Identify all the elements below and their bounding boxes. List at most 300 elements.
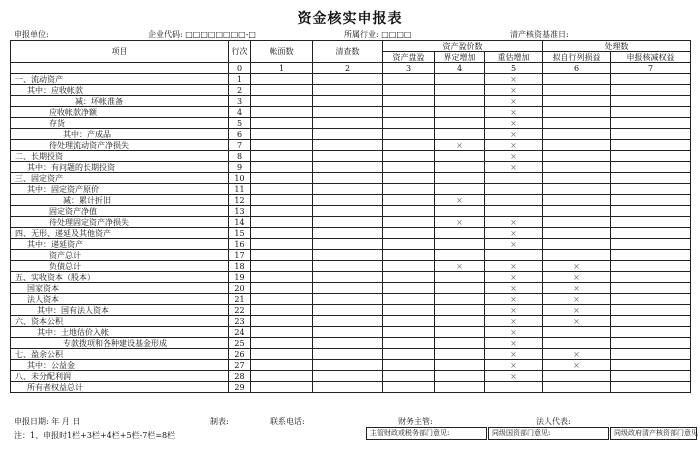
data-cell: [611, 305, 691, 316]
footer-note: 注：1、申报时1栏+3栏+4栏+5栏-7栏=8栏: [14, 431, 176, 440]
not-applicable-mark: ×: [485, 294, 543, 305]
table-row: [11, 96, 691, 107]
not-applicable-mark: ×: [435, 217, 485, 228]
row-label: 其中：固定资产原价: [11, 184, 229, 195]
row-label: 六、资本公积: [11, 316, 229, 327]
row-line-number: 20: [229, 283, 251, 294]
data-cell: [313, 360, 383, 371]
data-cell: [313, 294, 383, 305]
data-cell: [313, 261, 383, 272]
data-cell: [251, 96, 313, 107]
table-row: [11, 272, 691, 283]
row-line-number: 23: [229, 316, 251, 327]
data-cell: [435, 349, 485, 360]
table-row: [11, 173, 691, 184]
data-cell: [251, 316, 313, 327]
data-cell: [383, 316, 435, 327]
col-self-loss-header: 拟自行列损益: [543, 52, 611, 63]
data-cell: [313, 283, 383, 294]
row-label: 七、盈余公积: [11, 349, 229, 360]
data-cell: [435, 184, 485, 195]
data-cell: [313, 195, 383, 206]
table-row: [11, 162, 691, 173]
data-cell: [435, 272, 485, 283]
data-cell: [251, 305, 313, 316]
not-applicable-mark: ×: [485, 327, 543, 338]
col-line-header: 行次: [229, 41, 251, 63]
data-cell: [383, 96, 435, 107]
data-cell: [611, 382, 691, 393]
row-line-number: 7: [229, 140, 251, 151]
row-label: 待处理固定资产净损失: [11, 217, 229, 228]
not-applicable-mark: ×: [485, 162, 543, 173]
col-surplus-group-header: 资产盈价数: [383, 41, 543, 52]
row-label: 存货: [11, 118, 229, 129]
row-line-number: 1: [229, 74, 251, 85]
table-row: [11, 371, 691, 382]
data-cell: [543, 162, 611, 173]
table-row: [11, 74, 691, 85]
table-row: [11, 360, 691, 371]
col-equity-reduce-header: 申报核减权益: [611, 52, 691, 63]
data-cell: [251, 349, 313, 360]
data-cell: [313, 371, 383, 382]
finance-dept-opinion-box: 主管财政或税务部门意见:: [366, 427, 487, 440]
not-applicable-mark: ×: [485, 74, 543, 85]
data-cell: [435, 206, 485, 217]
col-surplus-header: 资产盘盈: [383, 52, 435, 63]
data-cell: [435, 151, 485, 162]
data-cell: [435, 305, 485, 316]
data-cell: [383, 261, 435, 272]
data-cell: [435, 129, 485, 140]
data-cell: [611, 228, 691, 239]
row-line-number: 21: [229, 294, 251, 305]
data-cell: [313, 118, 383, 129]
data-cell: [383, 349, 435, 360]
table-row: [11, 305, 691, 316]
data-cell: [251, 74, 313, 85]
data-cell: [383, 360, 435, 371]
data-cell: [435, 338, 485, 349]
data-cell: [383, 129, 435, 140]
data-cell: [611, 85, 691, 96]
data-cell: [435, 360, 485, 371]
data-cell: [313, 250, 383, 261]
table-row: [11, 250, 691, 261]
not-applicable-mark: ×: [543, 360, 611, 371]
data-cell: [611, 140, 691, 151]
row-line-number: 12: [229, 195, 251, 206]
data-cell: [251, 371, 313, 382]
data-cell: [611, 349, 691, 360]
data-cell: [611, 118, 691, 129]
data-cell: [313, 74, 383, 85]
not-applicable-mark: ×: [435, 195, 485, 206]
data-cell: [383, 371, 435, 382]
row-line-number: 14: [229, 217, 251, 228]
data-cell: [485, 382, 543, 393]
data-cell: [543, 151, 611, 162]
table-row: [11, 349, 691, 360]
data-cell: [435, 239, 485, 250]
data-cell: [383, 195, 435, 206]
data-cell: [435, 316, 485, 327]
row-label: 待处理流动资产净损失: [11, 140, 229, 151]
data-cell: [611, 371, 691, 382]
data-cell: [435, 294, 485, 305]
data-cell: [543, 371, 611, 382]
data-cell: [611, 239, 691, 250]
table-row: [11, 107, 691, 118]
data-cell: [543, 195, 611, 206]
row-label: 所有者权益总计: [11, 382, 229, 393]
col-index: 5: [485, 63, 543, 74]
not-applicable-mark: ×: [485, 338, 543, 349]
row-label: 法人资本: [11, 294, 229, 305]
data-cell: [611, 283, 691, 294]
data-cell: [251, 294, 313, 305]
row-line-number: 2: [229, 85, 251, 96]
column-index-row: [11, 63, 691, 74]
data-cell: [313, 151, 383, 162]
data-cell: [611, 360, 691, 371]
data-cell: [543, 118, 611, 129]
footer-finance: 财务主管:: [398, 417, 433, 426]
data-cell: [313, 382, 383, 393]
data-cell: [435, 250, 485, 261]
table-row: [11, 382, 691, 393]
row-line-number: 8: [229, 151, 251, 162]
col-index: 6: [543, 63, 611, 74]
data-cell: [611, 162, 691, 173]
not-applicable-mark: ×: [485, 118, 543, 129]
data-cell: [611, 327, 691, 338]
table-row: [11, 184, 691, 195]
data-cell: [435, 382, 485, 393]
data-cell: [611, 129, 691, 140]
header-base-date: 清产核资基准日:: [510, 30, 569, 39]
row-label: 一、流动资产: [11, 74, 229, 85]
data-cell: [313, 140, 383, 151]
data-cell: [435, 74, 485, 85]
data-cell: [251, 151, 313, 162]
data-cell: [313, 239, 383, 250]
data-cell: [313, 184, 383, 195]
row-label: 其中：土地估价入帐: [11, 327, 229, 338]
row-line-number: 22: [229, 305, 251, 316]
data-cell: [611, 96, 691, 107]
col-index: 1: [251, 63, 313, 74]
col-verified-header: 清查数: [313, 41, 383, 63]
data-cell: [485, 195, 543, 206]
row-label: 其中：应收帐款: [11, 85, 229, 96]
data-cell: [611, 272, 691, 283]
table-row: [11, 327, 691, 338]
data-cell: [383, 228, 435, 239]
not-applicable-mark: ×: [485, 305, 543, 316]
col-handling-group-header: 处理数: [543, 41, 691, 52]
not-applicable-mark: ×: [485, 96, 543, 107]
data-cell: [611, 316, 691, 327]
data-cell: [383, 294, 435, 305]
row-label: 其中：有问题的长期投资: [11, 162, 229, 173]
data-cell: [383, 184, 435, 195]
data-cell: [611, 217, 691, 228]
data-cell: [543, 96, 611, 107]
data-cell: [611, 206, 691, 217]
not-applicable-mark: ×: [485, 228, 543, 239]
not-applicable-mark: ×: [485, 239, 543, 250]
data-cell: [383, 382, 435, 393]
row-line-number: 27: [229, 360, 251, 371]
data-cell: [383, 107, 435, 118]
row-line-number: 29: [229, 382, 251, 393]
data-cell: [485, 173, 543, 184]
data-cell: [251, 250, 313, 261]
row-line-number: 26: [229, 349, 251, 360]
data-cell: [611, 261, 691, 272]
data-cell: [543, 173, 611, 184]
data-cell: [251, 272, 313, 283]
data-cell: [611, 338, 691, 349]
data-cell: [383, 305, 435, 316]
row-line-number: 24: [229, 327, 251, 338]
row-label: 负债总计: [11, 261, 229, 272]
data-cell: [435, 173, 485, 184]
table-row: [11, 239, 691, 250]
data-cell: [251, 228, 313, 239]
data-cell: [313, 349, 383, 360]
row-line-number: 6: [229, 129, 251, 140]
row-line-number: 13: [229, 206, 251, 217]
col-index: 0: [229, 63, 251, 74]
data-cell: [313, 305, 383, 316]
row-line-number: 18: [229, 261, 251, 272]
footer-preparer: 制表:: [210, 417, 229, 426]
row-line-number: 3: [229, 96, 251, 107]
not-applicable-mark: ×: [543, 305, 611, 316]
data-cell: [611, 250, 691, 261]
data-cell: [485, 206, 543, 217]
data-cell: [313, 338, 383, 349]
data-cell: [543, 338, 611, 349]
row-line-number: 5: [229, 118, 251, 129]
data-cell: [543, 74, 611, 85]
not-applicable-mark: ×: [485, 107, 543, 118]
row-label: 其中：国有法人资本: [11, 305, 229, 316]
data-cell: [543, 107, 611, 118]
row-label: 其中：产成品: [11, 129, 229, 140]
data-cell: [611, 74, 691, 85]
data-cell: [543, 85, 611, 96]
data-cell: [251, 195, 313, 206]
header-code: 企业代码: □□□□□□□□-□: [148, 30, 256, 39]
table-row: [11, 206, 691, 217]
data-cell: [313, 96, 383, 107]
data-cell: [251, 382, 313, 393]
data-cell: [383, 283, 435, 294]
data-cell: [251, 360, 313, 371]
data-cell: [251, 107, 313, 118]
row-line-number: 25: [229, 338, 251, 349]
data-cell: [313, 85, 383, 96]
row-label: 减：坏帐准备: [11, 96, 229, 107]
data-cell: [435, 118, 485, 129]
data-cell: [543, 250, 611, 261]
not-applicable-mark: ×: [543, 294, 611, 305]
data-cell: [543, 140, 611, 151]
data-cell: [383, 140, 435, 151]
table-row: [11, 118, 691, 129]
data-cell: [611, 151, 691, 162]
data-cell: [383, 239, 435, 250]
row-label: 应收帐款净额: [11, 107, 229, 118]
data-cell: [313, 173, 383, 184]
not-applicable-mark: ×: [485, 316, 543, 327]
row-line-number: 19: [229, 272, 251, 283]
data-cell: [251, 184, 313, 195]
table-row: [11, 228, 691, 239]
row-label: 专款拨项和各种建设基金形成: [11, 338, 229, 349]
data-cell: [313, 327, 383, 338]
report-table: [10, 40, 691, 393]
col-item-header: 项目: [11, 41, 229, 63]
row-label: 五、实收资本（股本）: [11, 272, 229, 283]
data-cell: [543, 184, 611, 195]
header-unit: 申报单位:: [14, 30, 49, 39]
data-cell: [543, 228, 611, 239]
row-line-number: 15: [229, 228, 251, 239]
data-cell: [435, 228, 485, 239]
not-applicable-mark: ×: [485, 283, 543, 294]
data-cell: [485, 250, 543, 261]
data-cell: [435, 327, 485, 338]
data-cell: [313, 228, 383, 239]
not-applicable-mark: ×: [543, 349, 611, 360]
row-line-number: 17: [229, 250, 251, 261]
row-label: 三、固定资产: [11, 173, 229, 184]
table-row: [11, 283, 691, 294]
row-label: 八、未分配利润: [11, 371, 229, 382]
data-cell: [313, 162, 383, 173]
data-cell: [313, 129, 383, 140]
not-applicable-mark: ×: [435, 140, 485, 151]
report-rows: [11, 74, 691, 393]
col-index: 7: [611, 63, 691, 74]
data-cell: [611, 184, 691, 195]
gov-verification-opinion-box: 同级政府清产核资部门意见: [610, 427, 697, 440]
table-row: [11, 217, 691, 228]
data-cell: [383, 74, 435, 85]
table-row: [11, 129, 691, 140]
data-cell: [383, 118, 435, 129]
data-cell: [251, 85, 313, 96]
col-boundary-header: 界定增加: [435, 52, 485, 63]
row-line-number: 28: [229, 371, 251, 382]
data-cell: [543, 327, 611, 338]
not-applicable-mark: ×: [485, 85, 543, 96]
data-cell: [435, 96, 485, 107]
not-applicable-mark: ×: [485, 371, 543, 382]
data-cell: [383, 272, 435, 283]
data-cell: [313, 316, 383, 327]
row-line-number: 16: [229, 239, 251, 250]
data-cell: [611, 173, 691, 184]
data-cell: [383, 217, 435, 228]
col-index: 2: [313, 63, 383, 74]
data-cell: [383, 327, 435, 338]
footer-phone: 联系电话:: [270, 417, 305, 426]
row-label: 其中：递延资产: [11, 239, 229, 250]
not-applicable-mark: ×: [543, 283, 611, 294]
data-cell: [611, 107, 691, 118]
footer-legal: 法人代表:: [536, 417, 571, 426]
row-label: 资产总计: [11, 250, 229, 261]
table-row: [11, 338, 691, 349]
not-applicable-mark: ×: [485, 129, 543, 140]
data-cell: [251, 118, 313, 129]
data-cell: [313, 107, 383, 118]
data-cell: [543, 217, 611, 228]
data-cell: [543, 206, 611, 217]
table-row: [11, 85, 691, 96]
not-applicable-mark: ×: [485, 360, 543, 371]
row-label: 减：累计折旧: [11, 195, 229, 206]
data-cell: [251, 327, 313, 338]
not-applicable-mark: ×: [435, 261, 485, 272]
row-label: 国家资本: [11, 283, 229, 294]
col-book-header: 帐面数: [251, 41, 313, 63]
data-cell: [251, 173, 313, 184]
data-cell: [543, 382, 611, 393]
row-label: 其中：公益金: [11, 360, 229, 371]
header-industry: 所属行业: □□□□: [344, 30, 412, 39]
col-revalue-header: 重估增加: [485, 52, 543, 63]
data-cell: [251, 239, 313, 250]
row-label: 四、无形、递延及其他资产: [11, 228, 229, 239]
state-assets-opinion-box: 同级国资部门意见:: [488, 427, 609, 440]
not-applicable-mark: ×: [543, 316, 611, 327]
data-cell: [485, 184, 543, 195]
data-cell: [383, 162, 435, 173]
col-index: 4: [435, 63, 485, 74]
data-cell: [383, 250, 435, 261]
not-applicable-mark: ×: [543, 261, 611, 272]
data-cell: [251, 140, 313, 151]
data-cell: [313, 206, 383, 217]
data-cell: [435, 107, 485, 118]
not-applicable-mark: ×: [485, 261, 543, 272]
table-row: [11, 316, 691, 327]
not-applicable-mark: ×: [485, 349, 543, 360]
data-cell: [313, 272, 383, 283]
data-cell: [251, 162, 313, 173]
not-applicable-mark: ×: [485, 217, 543, 228]
data-cell: [383, 206, 435, 217]
row-label: 固定资产净值: [11, 206, 229, 217]
not-applicable-mark: ×: [485, 272, 543, 283]
table-row: [11, 261, 691, 272]
data-cell: [611, 195, 691, 206]
data-cell: [543, 239, 611, 250]
row-line-number: 11: [229, 184, 251, 195]
not-applicable-mark: ×: [485, 140, 543, 151]
row-line-number: 10: [229, 173, 251, 184]
data-cell: [251, 129, 313, 140]
not-applicable-mark: ×: [543, 272, 611, 283]
report-title: 资金核实申报表: [297, 11, 403, 27]
